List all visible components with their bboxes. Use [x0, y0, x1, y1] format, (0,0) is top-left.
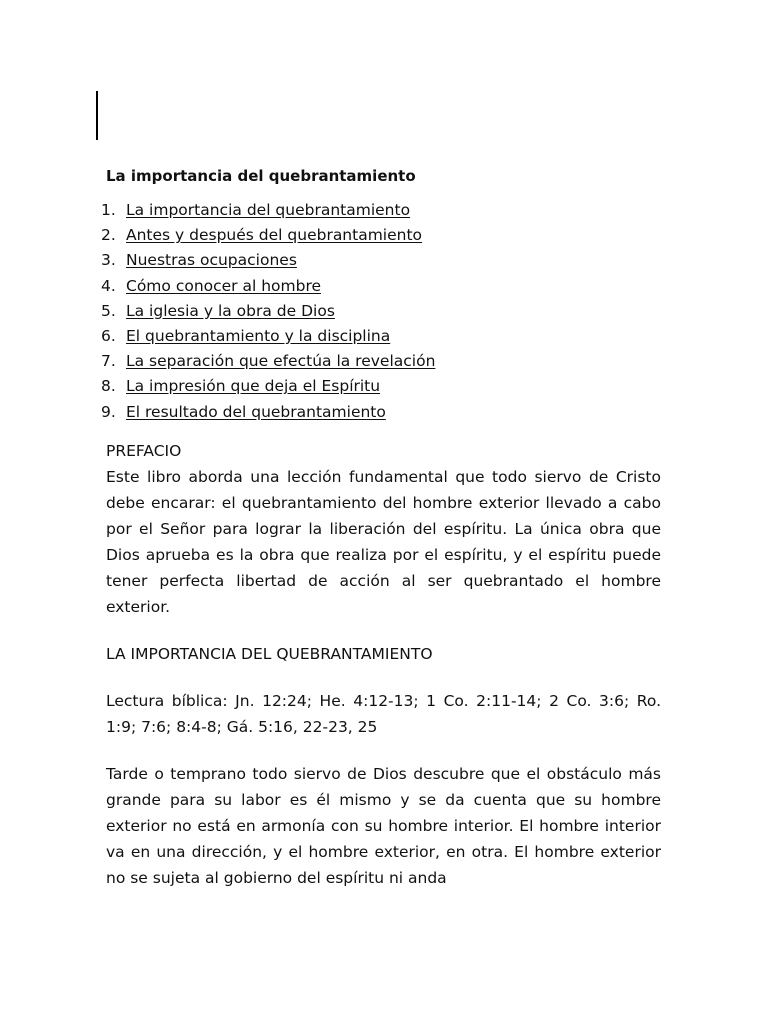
prefacio-paragraph: Este libro aborda una lección fundamental que todo siervo de Cristo debe encarar: el quebrantamiento del hombre exterior llevado a cabo por el Señor para lograr la liberación del espíritu. La única obra que Dios aprueba es la obra que realiza por el espíritu, y el espíritu puede tener perfecta libertad de acción al ser quebrantado el hombre exterior.	[106, 467, 661, 616]
toc-item	[100, 299, 661, 324]
toc-link[interactable]: La impresión que deja el Espíritu	[126, 377, 381, 396]
chapter-paragraph: Tarde o temprano todo siervo de Dios descubre que el obstáculo más grande para su labor es él mismo y se da cuenta que su hombre exterior no está en armonía con su hombre interior. El hombre interior va en una dirección, y el hombre exterior, en otra. El hombre exterior no se sujeta al gobierno del espíritu ni anda	[106, 764, 661, 887]
toc-item	[100, 274, 661, 299]
toc-item	[100, 400, 661, 425]
toc-link[interactable]: Cómo conocer al hombre	[126, 276, 322, 295]
toc-link[interactable]: El resultado del quebrantamiento	[126, 402, 386, 421]
toc-number: 2.	[101, 226, 116, 245]
toc-number: 1.	[101, 201, 116, 219]
toc-item	[100, 349, 661, 374]
toc-item	[100, 198, 661, 223]
toc-link[interactable]: La separación que efectúa la revelación	[126, 352, 436, 371]
toc-item	[100, 248, 661, 273]
toc-number: 8.	[101, 377, 116, 396]
toc-item	[100, 223, 661, 248]
toc-link[interactable]: El quebrantamiento y la disciplina	[126, 326, 391, 345]
document-title: La importancia del quebrantamiento	[106, 167, 416, 185]
prefacio-heading: PREFACIO	[106, 441, 182, 460]
document-page	[101, 162, 661, 891]
table-of-contents	[100, 198, 661, 425]
toc-item	[100, 324, 661, 349]
toc-number: 4.	[101, 276, 116, 295]
toc-link[interactable]: Antes y después del quebrantamiento	[126, 226, 423, 245]
text-cursor	[96, 91, 98, 140]
toc-link[interactable]: La importancia del quebrantamiento	[126, 201, 411, 219]
toc-number: 6.	[101, 326, 116, 345]
toc-number: 7.	[101, 352, 116, 371]
bible-reading: Lectura bíblica: Jn. 12:24; He. 4:12-13; 1 Co. 2:11-14; 2 Co. 3:6; Ro. 1:9; 7:6; 8:4-8; Gá. 5:16, 22-23, 25	[106, 691, 661, 736]
toc-link[interactable]: Nuestras ocupaciones	[126, 251, 297, 270]
toc-number: 3.	[101, 251, 116, 270]
toc-link[interactable]: La iglesia y la obra de Dios	[126, 301, 335, 320]
toc-number: 9.	[101, 402, 116, 421]
toc-number: 5.	[101, 301, 116, 320]
toc-item	[100, 374, 661, 399]
chapter-heading: LA IMPORTANCIA DEL QUEBRANTAMIENTO	[106, 644, 433, 663]
